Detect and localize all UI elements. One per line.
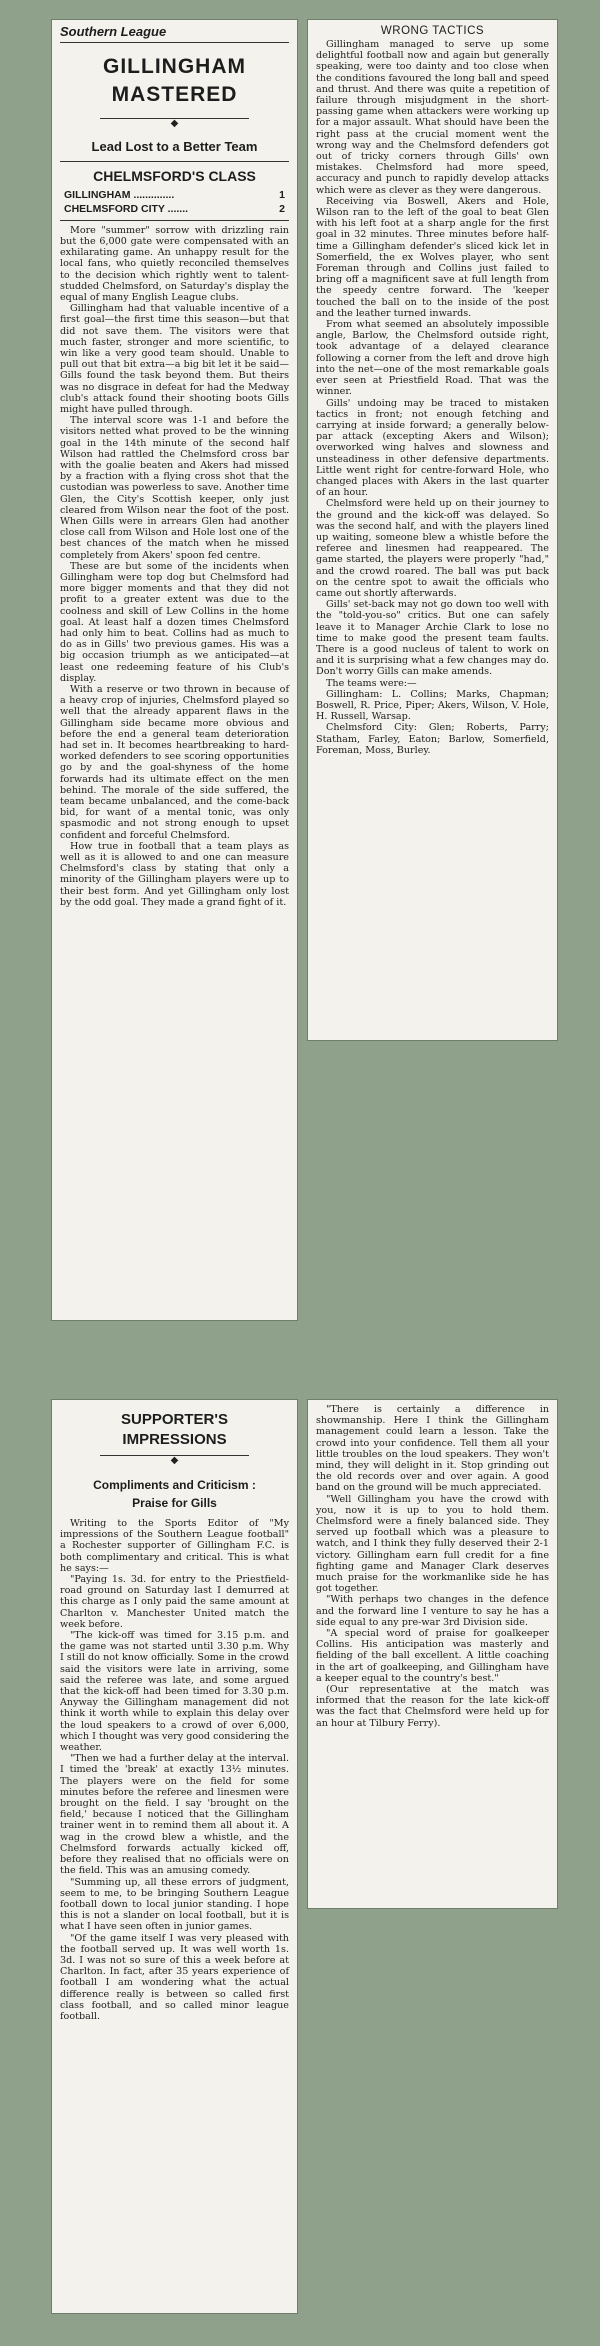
article-clipping-tactics [308, 20, 557, 1040]
headline-line-1: SUPPORTER'S [121, 1411, 228, 1428]
editor-note: (Our representative at the match was informed that the reason for the late kick-off was the fact that Chelmsford were held up for an hour at Tilbury Ferry). [316, 1684, 549, 1729]
team-list: Gillingham: L. Collins; Marks, Chapman; Boswell, R. Price, Piper; Akers, Wilson, V. Hole, H. Russell, Warsap. [316, 688, 549, 723]
paragraph: "A special word of praise for goalkeeper Collins. His anticipation was masterly and fielding of the ball excellent. A little coaching in the art of goalkeeping, and Gillingham have a keeper equal to the country's best." [316, 1628, 549, 1684]
paragraph: "With perhaps two changes in the defence and the forward line I venture to say he has a side equal to any pre-war 3rd Division side. [316, 1594, 549, 1628]
headline-line-1: GILLINGHAM [103, 55, 246, 78]
ornamental-rule: ◆ [100, 118, 249, 129]
article-body [60, 1518, 289, 2022]
team-list: Chelmsford City: Glen; Roberts, Parry; Statham, Farley, Eaton; Barlow, Somerfield, Foreman, Moss, Burley. [316, 722, 549, 756]
team-goals: 1 [279, 188, 285, 201]
paragraph: Gillingham managed to serve up some delightful football now and again but generally speaking, were too dainty and too close when the conditions favoured the long ball and speed and thrust. And there was quite a repetition of failure through misjudgment in the short-passing game when attackers were working up for a major assault. What should have been the right pass at the crucial moment went the wrong way and the Chelmsford defenders got out of tricky corners through Gills' own mistakes. Chelmsford had more speed, accuracy and punch to rapidly develop attacks which were as clever as they were dangerous. [316, 39, 549, 196]
article-headline [60, 1404, 289, 1455]
section-label: Southern League [60, 23, 289, 43]
paragraph: The interval score was 1-1 and before the visitors netted what proved to be the winning goal in the 14th minute of the second half Wilson had rattled the Chelmsford cross bar with the goalie beaten and Akers had missed by a fraction with a flying cross shot that the custodian was powerless to save. Another time Glen, the City's Scottish keeper, only just cleared from Wilson near the foot of the post. When Gills were in arrears Glen had another close call from Wilson and Hole lost one of the best chances of the match when he missed completely from Akers' spoon fed centre. [60, 415, 289, 561]
paragraph: Chelmsford were held up on their journey to the ground and the kick-off was delayed. So was the second half, and with the players lined up waiting, someone blew a whistle before the referee and linesmen had reappeared. The game started, the players were properly "had," and the crowd roared. The ball was put back on the centre spot to await the officials who came out shortly afterwards. [316, 498, 549, 599]
paragraph: More "summer" sorrow with drizzling rain but the 6,000 gate were compensated with an exhilarating game. An unhappy result for the local fans, who quietly reconciled themselves to the decision which rightly went to talent-studded Chelmsford, on Saturday's display the equal of many English League clubs. [60, 224, 289, 303]
paragraph: Gills' undoing may be traced to mistaken tactics in front; not enough fetching and carrying at inside forward; a generally below-par attack (excepting Akers and Wilson); overworked wing halves and slowness and unsteadiness in other defensive departments. Little went right for centre-forward Hole, who changed places with Akers in the last quarter of an hour. [316, 397, 549, 499]
paragraph: "Of the game itself I was very pleased with the football served up. It was well worth 1s. 3d. I was not so sure of this a week before at Charlton. In fact, after 35 years experience of football I am wondering what the actual difference really is between so called first class football, and so called minor league football. [60, 1932, 289, 2022]
article-clipping-supporter-continued [308, 1400, 557, 1908]
article-body [316, 39, 549, 756]
paragraph: With a reserve or two thrown in because of a heavy crop of injuries, Chelmsford played so well that the already apparent flaws in the Gillingham side became more obvious and before the end a general team deterioration had set in. It becomes heartbreaking to hard-worked defenders to see scoring opportunities go by and the goal-shyness of the home forwards had its ultimate effect on the men behind. The morale of the side suffered, the team became unbalanced, and the come-back bid, for want of a mental tonic, was only spasmodic and not strong enough to upset confident and forceful Chelmsford. [60, 684, 289, 841]
article-headline [60, 43, 289, 118]
paragraph: The teams were:— [326, 677, 417, 689]
result-heading: CHELMSFORD'S CLASS [93, 167, 256, 184]
paragraph: "Summing up, all these errors of judgment, seem to me, to be bringing Southern League football down to local junior standing. I hope this is not a slander on local football, but it is what I have seen often in junior games. [60, 1876, 289, 1933]
headline-line-2: IMPRESSIONS [122, 1430, 227, 1448]
subhead-line-2: Praise for Gills [132, 1496, 217, 1510]
paragraph: "Then we had a further delay at the interval. I timed the 'break' at exactly 13½ minutes. The players were on the field for some minutes before the referee and linesmen were brought on the field. I say 'brought on the field,' because I noticed that the Gillingham trainer went in to remind them all about it. A wag in the crowd blew a whistle, and the Chelmsford forwards actually kicked off, before they realised that no officials were on the field. This was an amusing comedy. [60, 1753, 289, 1877]
paragraph: Gills' set-back may not go down too well with the "told-you-so" critics. But one can safely leave it to Manager Archie Clark to lose no time to make good the present team faults. There is a good nucleus of talent to work on and it is surprising what a few changes may do. Don't worry Gills can make amends. [316, 599, 549, 678]
score-row-home [60, 188, 289, 202]
section-heading: WRONG TACTICS [380, 25, 485, 37]
article-subhead [60, 1472, 289, 1518]
divider [60, 161, 289, 162]
paragraph: From what seemed an absolutely impossible angle, Barlow, the Chelmsford outside right, took advantage of a delayed clearance following a corner from the left and drove high into the net—one of the most remarkable goals ever seen at Priestfield Road. That was the winner. [316, 319, 549, 398]
paragraph: "Paying 1s. 3d. for entry to the Priestfield-road ground on Saturday last I demurred at this charge as I only paid the same amount at Charlton v. Manchester United match the week before. [60, 1574, 289, 1630]
paragraph: Receiving via Boswell, Akers and Hole, Wilson ran to the left of the goal to beat Glen with his left foot at a sharp angle for the first goal in 32 minutes. Three minutes before half-time a Gillingham defender's sliced kick let in Somerfield, the ex Wolves player, who sent Foreman through and Collins just failed to bring off a magnificent save at full length from the speedy centre forward. The 'keeper touched the ball on to the inside of the post and the leather turned inwards. [316, 195, 549, 319]
team-name: CHELMSFORD CITY ....... [64, 202, 189, 215]
article-clipping-match-report [52, 20, 297, 1320]
team-goals: 2 [279, 202, 285, 215]
article-clipping-supporter [52, 1400, 297, 2313]
paragraph: How true in football that a team plays as well as it is allowed to and one can measure Chelmsford's class by stating that only a minority of the Gillingham players were up to their best form. And yet Gillingham only lost by the odd goal. They made a grand fight of it. [60, 840, 289, 908]
subhead-line-1: Compliments and Criticism : [93, 1478, 256, 1492]
article-subhead: Lead Lost to a Better Team [91, 138, 258, 154]
paragraph: Writing to the Sports Editor of "My impressions of the Southern League football" a Rochester supporter of Gillingham F.C. is both complimentary and critical. This is what he says:— [60, 1518, 289, 1574]
paragraph: Gillingham had that valuable incentive of a first goal—the first time this season—but that did not save them. The visitors were that much faster, stronger and more scientific, to win like a very good team should. Unable to pull out that bit extra—a big bit let it be said—Gills found the task beyond them. But theirs was no disgrace in defeat for had the Medway club's attack found their shooting boots Gills might have pulled through. [60, 303, 289, 415]
paragraph: "There is certainly a difference in showmanship. Here I think the Gillingham management could learn a lesson. Take the crowd into your confidence. Tell them all your little troubles on the loud speakers. They won't mind, they will delight in it. Stop grinding out the old records over and over again. A good band on the ground will be much appreciated. [316, 1404, 549, 1494]
paragraph: These are but some of the incidents when Gillingham were top dog but Chelmsford had more bigger moments and that they did not profit to a greater extent was due to the coolness and skill of Lew Collins in the home goal. At least half a dozen times Chelmsford had only him to beat. Collins had as much to do as in Gills' two previous games. His was a big occasion triumph as we anticipated—at least one redeeming feature of his Club's display. [60, 560, 289, 684]
score-row-away [60, 202, 289, 216]
team-name: GILLINGHAM .............. [64, 188, 175, 201]
headline-line-2: MASTERED [111, 83, 238, 107]
divider [60, 220, 289, 221]
paragraph: "The kick-off was timed for 3.15 p.m. and the game was not started until 3.30 p.m. Why I still do not know officially. Some in the crowd said the visitors were late in arriving, some said the referee was late, and some argued that the kick-off had been timed for 3.30 p.m. Anyway the Gillingham management did not think it worth while to explain this delay over the loud speakers to a crowd of over 6,000, which I thought was very good considering the weather. [60, 1630, 289, 1754]
ornamental-rule: ◆ [100, 1455, 249, 1466]
article-body [60, 225, 289, 908]
paragraph: "Well Gillingham you have the crowd with you, now it is up to you to hold them. Chelmsford were a finely balanced side. They served up football which was a pleasure to watch, and I think they fully deserved their 2-1 victory. Gillingham earn full credit for a fine fighting game and Manager Clark deserves much praise for the workmanlike side he has got together. [316, 1493, 549, 1595]
article-body [316, 1404, 549, 1729]
